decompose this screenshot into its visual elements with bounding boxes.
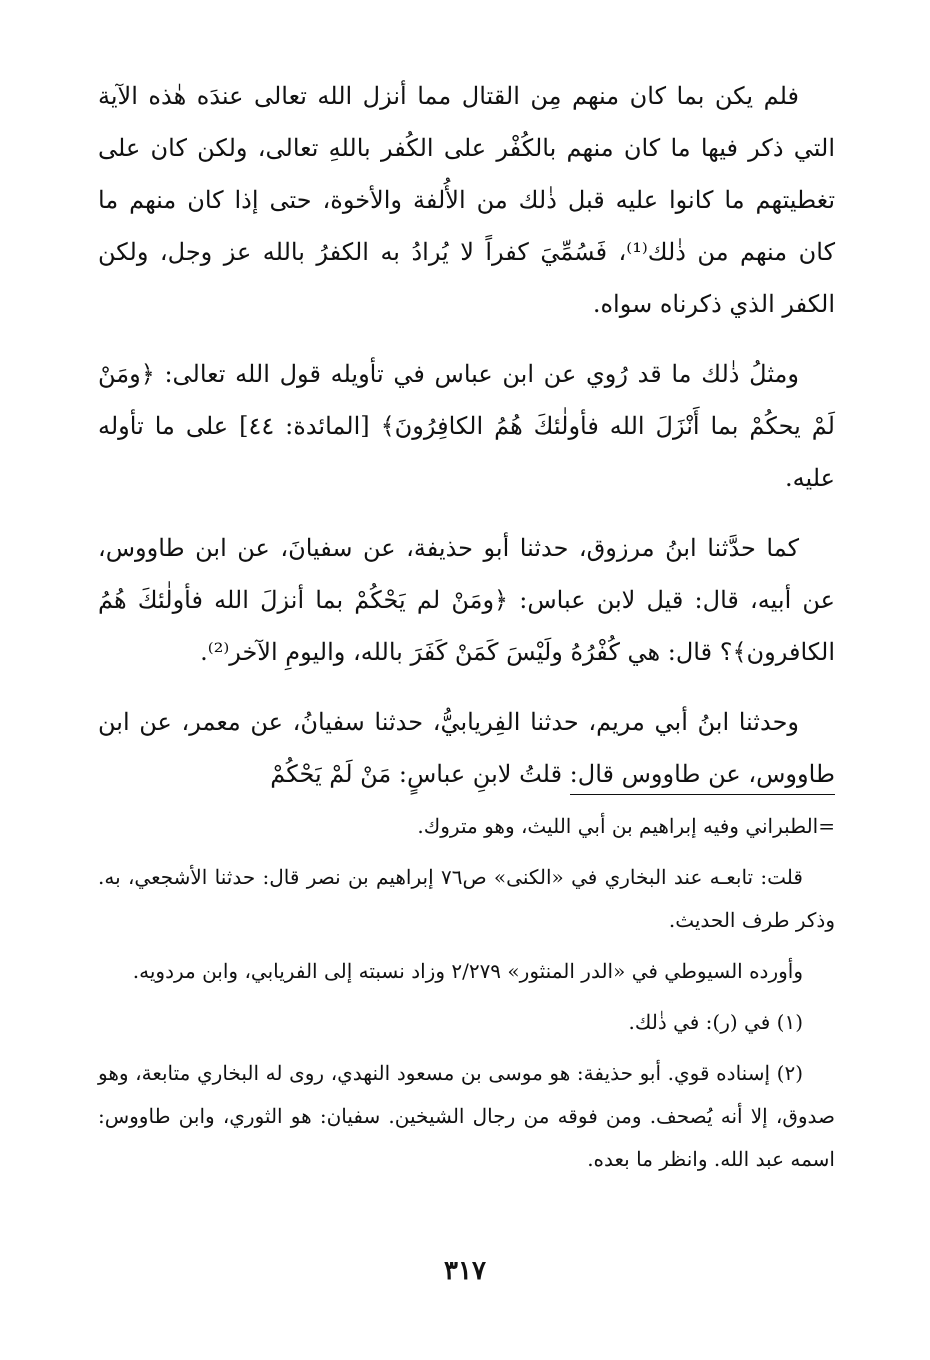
- page-number: ٣١٧: [444, 1256, 486, 1286]
- paragraph-4: وحدثنا ابنُ أبي مريم، حدثنا الفِريابيُّ، حدثنا سفيانُ، عن معمر، عن ابن طاووس، عن طاووس قال: قلتُ لابنِ عباسٍ: مَنْ لَمْ يَحْكُمْ: [98, 708, 835, 788]
- paragraph-1: فلم يكن بما كان منهم مِن القتال مما أنزل الله تعالى عندَه هٰذه الآية التي ذكر فيها ما كان منهم بالكُفْر على الكُفر باللهِ تعالى، ولكن كان على تغطيتهم ما كانوا عليه قبل ذٰلك من الأُلفة والأخوة، حتى إذا كان منهم ما كان منهم من ذٰلك⁽¹⁾، فَسُمِّيَ كفراً لا يُرادُ به الكفرُ بالله عز وجل، ولكن الكفر الذي ذكرناه سواه.: [98, 82, 835, 318]
- footnote-comment-1: قلت: تابعـه عند البخاري في «الكنى» ص٧٦ إبراهيم بن نصر قال: حدثنا الأشجعي، به. وذكر طرف الحديث.: [98, 865, 835, 932]
- footnote-1: (١) في (ر): في ذٰلك.: [628, 1010, 803, 1034]
- main-text: [98, 70, 835, 818]
- footnote-comment-2: وأورده السيوطي في «الدر المنثور» ٢/٢٧٩ وزاد نسبته إلى الفريابي، وابن مردويه.: [132, 959, 803, 983]
- paragraph-2: ومثلُ ذٰلك ما قد رُوي عن ابن عباس في تأويله قول الله تعالى: ﴿ومَنْ لَمْ يحكُمْ بما أَنْزَلَ الله فأولٰئكَ هُمُ الكافِرُونَ﴾ [المائدة: ٤٤] على ما تأوله عليه.: [98, 360, 835, 492]
- footnote-continuation: =الطبراني وفيه إبراهيم بن أبي الليث، وهو متروك.: [417, 814, 835, 838]
- footnote-separator: [570, 794, 835, 795]
- paragraph-3: كما حدَّثنا ابنُ مرزوق، حدثنا أبو حذيفة، عن سفيانَ، عن ابن طاووس، عن أبيه، قال: قيل لابن عباس: ﴿ومَنْ لم يَحْكُمْ بما أنزلَ الله فأولٰئكَ هُمُ الكافرون﴾؟ قال: هي كُفْرُهُ ولَيْسَ كَمَنْ كَفَرَ بالله، واليومِ الآخر⁽²⁾.: [98, 534, 835, 666]
- footnotes: [98, 805, 835, 1189]
- footnote-2: (٢) إسناده قوي. أبو حذيفة: هو موسى بن مسعود النهدي، روى له البخاري متابعة، وهو صدوق، إلا أنه يُصحف. ومن فوقه من رجال الشيخين. سفيان: هو الثوري، وابن طاووس: اسمه عبد الله. وانظر ما بعده.: [98, 1061, 835, 1171]
